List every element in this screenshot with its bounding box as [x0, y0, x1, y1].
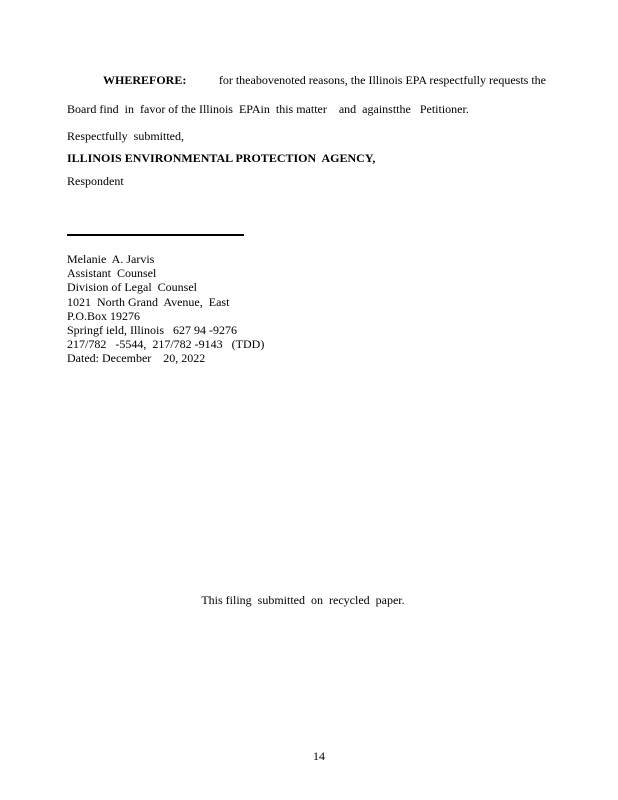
signature-name: Melanie A. Jarvis	[67, 252, 155, 266]
signature-city: Springf ield, Illinois 627 94 -9276	[67, 323, 237, 338]
closing-text: Respectfully submitted,	[67, 129, 184, 143]
paragraph-wherefore-line-1	[103, 73, 546, 87]
paragraph-text-line-1: for theabovenoted reasons, the Illinois EPA respectfully requests the	[218, 73, 546, 87]
signature-street: 1021 North Grand Avenue, East	[67, 294, 230, 309]
signature-division: Division of Legal Counsel	[67, 280, 197, 295]
respondent-label: Respondent	[67, 174, 124, 188]
signature-title: Assistant Counsel	[67, 266, 157, 281]
agency-name: ILLINOIS ENVIRONMENTAL PROTECTION AGENCY,	[67, 151, 376, 165]
signature-phone: 217/782 -5544, 217/782 -9143 (TDD)	[67, 337, 265, 352]
signature-line	[67, 234, 244, 236]
paragraph-text-line-2: Board find in favor of the Illinois EPAin this matter and againstthe Petitioner.	[67, 102, 469, 116]
page-number: 14	[313, 749, 325, 763]
signature-block	[67, 252, 264, 366]
recycled-paper-note: This filing submitted on recycled paper.	[201, 593, 405, 607]
wherefore-label: WHEREFORE:	[103, 73, 187, 87]
signature-po-box: P.O.Box 19276	[67, 308, 141, 323]
signature-date: Dated: December 20, 2022	[67, 351, 206, 366]
